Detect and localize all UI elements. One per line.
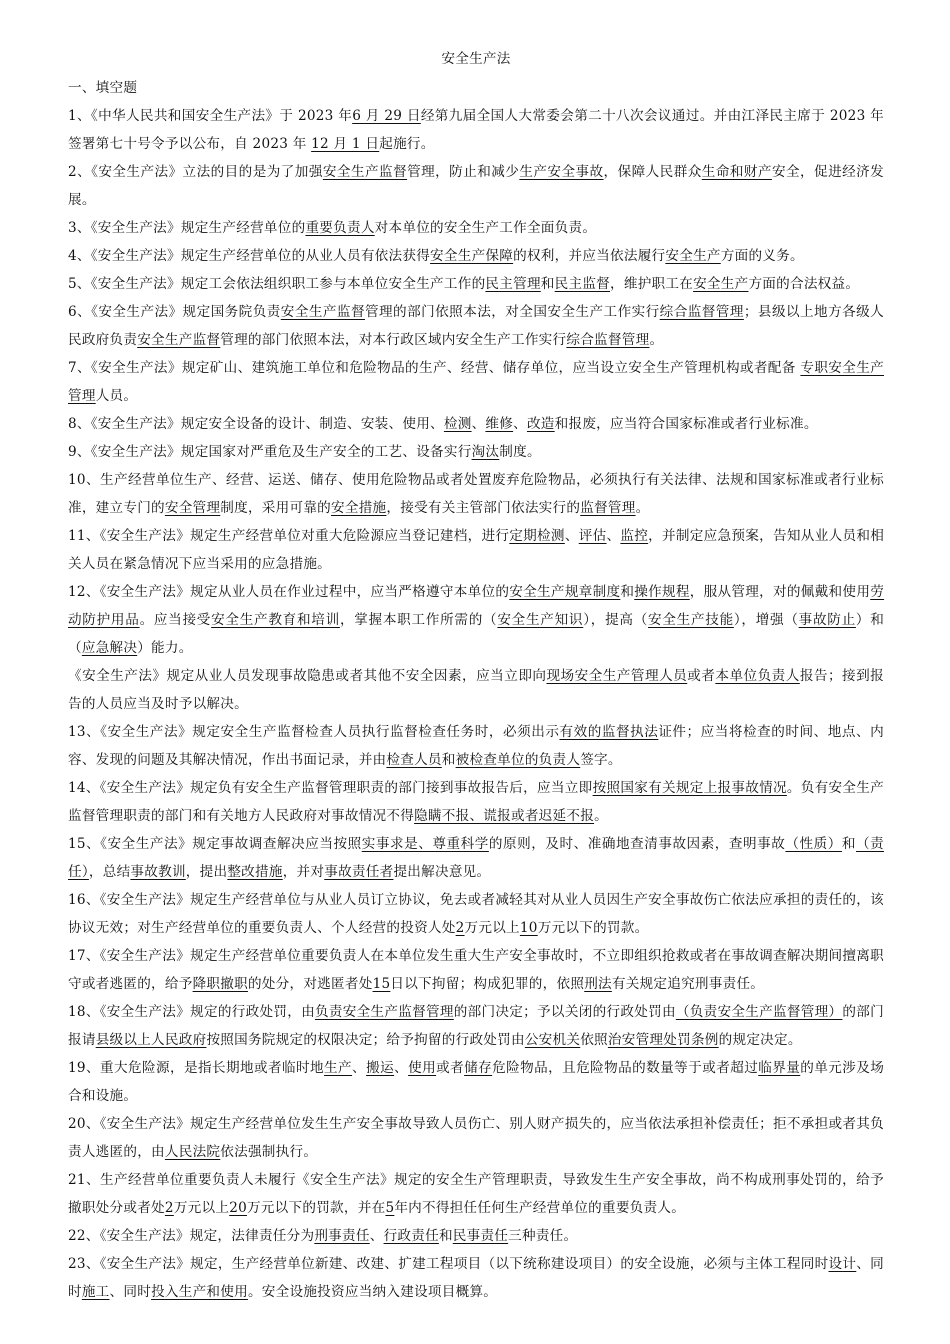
question-item: 2、《安全生产法》立法的目的是为了加强安全生产监督管理，防止和减少生产安全事故，保障人民群众生命和财产安全，促进经济发展。 [68,164,885,208]
question-item: 16、《安全生产法》规定生产经营单位与从业人员订立协议，免去或者减轻其对从业人员因生产安全事故伤亡依法应承担的责任的，该协议无效；对生产经营单位的重要负责人、个人经营的投资人处2万元以上10万元以下的罚款。 [68,892,884,936]
answer-blank: 搬运 [366,1060,395,1076]
question-item: 20、《安全生产法》规定生产经营单位发生生产安全事故导致人员伤亡、别人财产损失的，应当依法承担补偿责任；拒不承担或者其负责人逃匿的，由人民法院依法强制执行。 [68,1116,884,1160]
answer-blank: 安全措施 [331,500,387,516]
answer-blank: 安全生产保障 [430,248,514,264]
question-item: 18、《安全生产法》规定的行政处罚，由负责安全生产监督管理的部门决定；予以关闭的行政处罚由（负责安全生产监督管理）的部门报请县级以上人民政府按照国务院规定的权限决定；给予拘留的行政处罚由公安机关依照治安管理处罚条例的规定决定。 [68,1004,885,1048]
answer-blank: 评估 [578,528,607,544]
answer-blank: 整改措施 [227,864,283,880]
answer-blank: 综合监督管理 [566,332,650,348]
answer-blank: （性质） [785,836,842,852]
answer-blank: 行政责任 [383,1228,439,1244]
question-item: 13、《安全生产法》规定安全生产监督检查人员执行监督检查任务时，必须出示有效的监督执法证件；应当将检查的时间、地点、内容、发现的问题及其解决情况，作出书面记录，并由检查人员和被检查单位的负责人签字。 [68,724,884,768]
question-item: 4、《安全生产法》规定生产经营单位的从业人员有依法获得安全生产保障的权利，并应当依法履行安全生产方面的义务。 [68,248,804,264]
answer-blank: 投入生产和使用 [151,1284,248,1300]
answer-blank: （负责安全生产监督管理） [675,1004,843,1020]
answer-blank: 监控 [620,528,649,544]
question-list [68,102,884,1306]
question-item: 12、《安全生产法》规定从业人员在作业过程中，应当严格遵守本单位的安全生产规章制度和操作规程，服从管理，对的佩戴和使用劳动防护用品。应当接受安全生产教育和培训，掌握本职工作所需的（安全生产知识），提高（安全生产技能），增强（事故防止）和（应急解决）能力。 [68,584,885,656]
question-item: 5、《安全生产法》规定工会依法组织职工参与本单位安全生产工作的民主管理和民主监督，维护职工在安全生产方面的合法权益。 [68,276,860,292]
question-item: 3、《安全生产法》规定生产经营单位的重要负责人对本单位的安全生产工作全面负责。 [68,220,597,236]
question-item: 6、《安全生产法》规定国务院负责安全生产监督管理的部门依照本法，对全国安全生产工作实行综合监督管理；县级以上地方各级人民政府负责安全生产监督管理的部门依照本法，对本行政区域内安全生产工作实行综合监督管理。 [68,304,885,348]
answer-blank: 事故教训 [130,864,186,880]
answer-blank: 安全生产监督 [280,304,365,320]
answer-blank: 刑事责任 [314,1228,370,1244]
answer-blank: 专职安全生产管理 [68,360,884,404]
answer-blank: 安全生产监督 [322,164,408,180]
answer-blank: 生产 [324,1060,353,1076]
answer-blank: 降职撤职 [192,976,248,992]
question-item: 10、生产经营单位生产、经营、运送、储存、使用危险物品或者处置废弃危险物品，必须执行有关法律、法规和国家标准或者行业标准，建立专门的安全管理制度，采用可靠的安全措施，接受有关主管部门依法实行的监督管理。 [68,472,884,516]
question-item: 15、《安全生产法》规定事故调查解决应当按照实事求是、尊重科学的原则，及时、准确地查清事故因素，查明事故（性质）和（责任），总结事故教训，提出整改措施，并对事故责任者提出解决意见。 [68,836,885,880]
answer-blank: 检查人员 [386,752,442,768]
answer-blank: 2 [455,920,465,936]
answer-blank: 20 [229,1200,247,1216]
answer-blank: 使用 [408,1060,437,1076]
answer-blank: 定期检测 [509,528,565,544]
question-item: 1、《中华人民共和国安全生产法》于 2023 年6 月 29 日经第九届全国人大常委会第二十八次会议通过。并由江泽民主席于 2023 年签署第七十号令予以公布，自 2023 年 12 月 1 日起施行。 [68,108,884,152]
answer-blank: 县级以上人民政府 [95,1032,207,1048]
answer-blank: 安全生产知识 [497,612,584,628]
answer-blank: 本单位负责人 [715,668,800,684]
answer-blank: 10 [519,920,538,936]
answer-blank: 现场安全生产管理人员 [546,668,688,684]
question-item: 22、《安全生产法》规定，法律责任分为刑事责任、行政责任和民事责任三种责任。 [68,1228,578,1244]
answer-blank: 储存 [464,1060,493,1076]
answer-blank: 12 月 1 日 [311,136,380,152]
answer-blank: 改造 [526,416,555,432]
answer-blank: 治安管理处罚条例 [607,1032,719,1048]
answer-blank: 5 [385,1200,395,1216]
answer-blank: 事故防止 [798,612,856,628]
answer-blank: （责任） [68,836,885,880]
answer-blank: 事故责任者 [324,864,394,880]
question-item: 21、生产经营单位重要负责人未履行《安全生产法》规定的安全生产管理职责，导致发生生产安全事故，尚不构成刑事处罚的，给予撤职处分或者处2万元以上20万元以下的罚款，并在5年内不得担任任何生产经营单位的重要负责人。 [68,1172,884,1216]
answer-blank: 实事求是、尊重科学 [361,836,489,852]
question-item: 《安全生产法》规定从业人员发现事故隐患或者其他不安全因素，应当立即向现场安全生产管理人员或者本单位负责人报告；接到报告的人员应当及时予以解决。 [68,668,885,712]
answer-blank: 公安机关 [524,1032,581,1048]
answer-blank: 民事责任 [452,1228,509,1244]
section-heading: 一、填空题 [68,80,138,96]
answer-blank: 综合监督管理 [659,304,744,320]
answer-blank: 安全生产技能 [648,612,734,628]
answer-blank: 刑法 [584,976,612,992]
answer-blank: 生产安全事故 [519,164,604,180]
answer-blank: 民主监督 [554,276,611,292]
answer-blank: 施工 [81,1284,110,1300]
answer-blank: 劳动防护用品 [68,584,885,628]
answer-blank: 临界量 [758,1060,801,1076]
question-item: 23、《安全生产法》规定，生产经营单位新建、改建、扩建工程项目（以下统称建设项目）的安全设施，必须与主体工程同时设计、同时施工、同时投入生产和使用。安全设施投资应当纳入建设项目概算。 [68,1256,885,1300]
answer-blank: 被检查单位的负责人 [455,752,581,768]
answer-blank: 应急解决 [81,640,138,656]
question-item: 7、《安全生产法》规定矿山、建筑施工单位和危险物品的生产、经营、储存单位，应当设立安全生产管理机构或者配备 专职安全生产管理人员。 [68,360,884,404]
answer-blank: 检测 [443,416,472,432]
question-item: 11、《安全生产法》规定生产经营单位对重大危险源应当登记建档，进行定期检测、评估、监控，并制定应急预案，告知从业人员和相关人员在紧急情况下应当采用的应急措施。 [68,528,885,572]
answer-blank: 监督管理 [580,500,636,516]
page-title: 安全生产法 [441,51,511,67]
question-item: 19、重大危险源，是指长期地或者临时地生产、搬运、使用或者储存危险物品，且危险物品的数量等于或者超过临界量的单元涉及场合和设施。 [68,1060,885,1104]
answer-blank: 安全管理 [164,500,221,516]
answer-blank: 设计 [828,1256,857,1272]
question-item: 14、《安全生产法》规定负有安全生产监督管理职责的部门接到事故报告后，应当立即按照国家有关规定上报事故情况。负有安全生产监督管理职责的部门和有关地方人民政府对事故情况不得隐瞒不报、谎报或者迟延不报。 [68,780,885,824]
answer-blank: 6 月 29 日 [352,108,421,124]
answer-blank: 安全生产教育和培训 [211,612,340,628]
answer-blank: 操作规程 [634,584,690,600]
answer-blank: 安全生产 [693,276,749,292]
answer-blank: 隐瞒不报、谎报或者迟延不报 [414,808,595,824]
answer-blank: 有效的监督执法 [559,724,659,740]
answer-blank: 负责安全生产监督管理 [314,1004,454,1020]
answer-blank: 维修 [485,416,514,432]
answer-blank: 15 [372,976,391,992]
question-item: 8、《安全生产法》规定安全设备的设计、制造、安装、使用、检测、维修、改造和报废，应当符合国家标准或者行业标准。 [68,416,818,432]
answer-blank: 安全生产监督 [137,332,221,348]
answer-blank: 2 [164,1200,174,1216]
answer-blank: 安全生产规章制度 [509,584,621,600]
answer-blank: 淘汰 [471,444,500,460]
answer-blank: 生命和财产 [701,164,772,180]
answer-blank: 民主管理 [485,276,541,292]
question-item: 9、《安全生产法》规定国家对严重危及生产安全的工艺、设备实行淘汰制度。 [68,444,541,460]
answer-blank: 安全生产 [665,248,721,264]
answer-blank: 重要负责人 [305,220,375,236]
answer-blank: 按照国家有关规定上报事故情况 [592,780,787,796]
answer-blank: 人民法院 [164,1144,221,1160]
question-item: 17、《安全生产法》规定生产经营单位重要负责人在本单位发生重大生产安全事故时，不立即组织抢救或者在事故调查解决期间擅离职守或者逃匿的，给予降职撤职的处分，对逃匿者处15日以下拘留；构成犯罪的，依照刑法有关规定追究刑事责任。 [68,948,884,992]
